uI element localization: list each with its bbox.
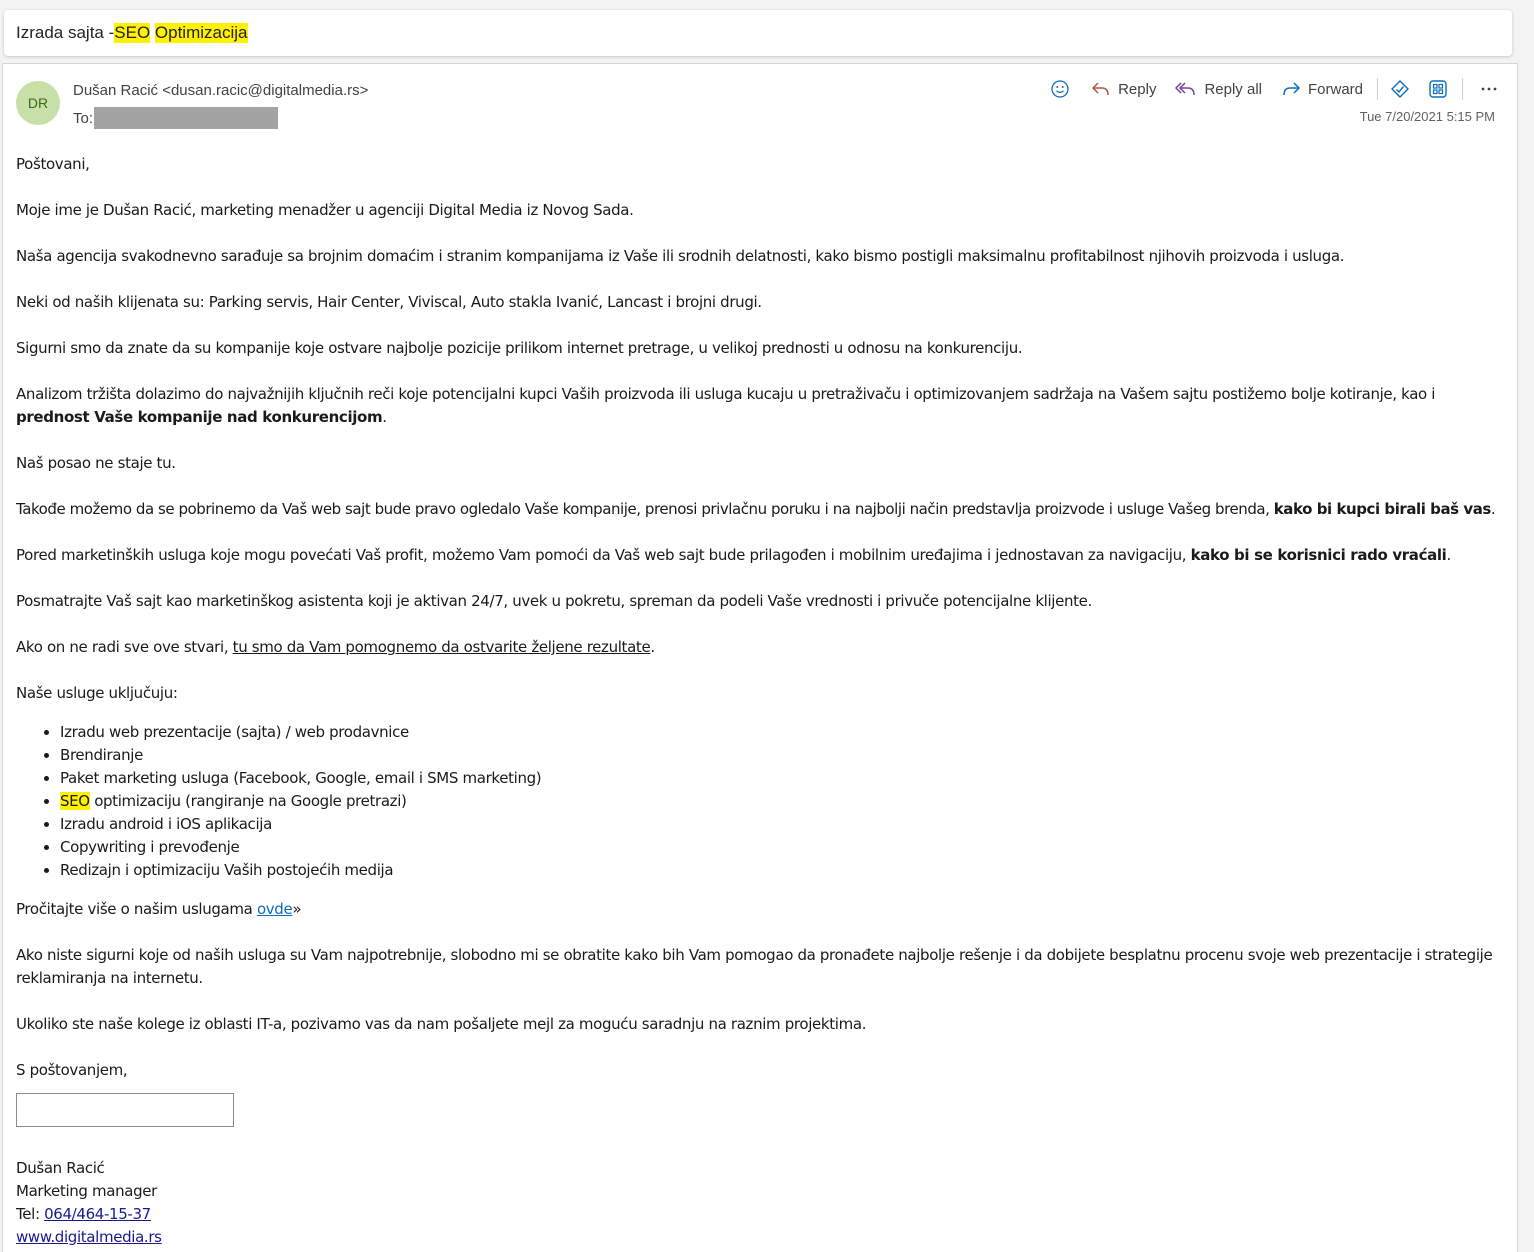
loop-icon — [1390, 79, 1410, 99]
sender[interactable]: Dušan Racić <dusan.racic@digitalmedia.rs> — [73, 82, 369, 99]
emoji-button[interactable] — [1050, 79, 1070, 99]
read-more — [16, 898, 1510, 921]
list-item — [60, 790, 1510, 813]
paragraph-text: Analizom tržišta dolazimo do najvažnijih ključnih reči koje potencijalni kupci Vaših proizvoda ili usluga kucaju u pretraživaču i optimizovanjem sadržaja na Vašem sajtu postižemo bolje kotiranje, kao i — [16, 385, 1436, 403]
sent-date: Tue 7/20/2021 5:15 PM — [1359, 109, 1495, 124]
avatar-initials: DR — [27, 95, 49, 111]
paragraph: Naše usluge uključuju: — [16, 684, 178, 702]
signature-website — [16, 1226, 1510, 1249]
action-divider — [1462, 78, 1463, 100]
list-item: • Copywriting i prevođenje — [60, 836, 1510, 859]
paragraph: Posmatrajte Vaš sajt kao marketinškog asistenta koji je aktivan 24/7, uvek u pokretu, spreman da podeli Vaše vrednosti i privuče potencijalne klijente. — [16, 592, 1092, 610]
paragraph-end: . — [382, 408, 387, 426]
subject-bar — [4, 10, 1512, 56]
bold-text: prednost Vaše kompanije nad konkurencijom — [16, 408, 383, 426]
paragraph — [16, 636, 1510, 659]
to-label: To: — [73, 109, 94, 127]
bold-text: kako bi kupci birali baš vas — [1273, 500, 1491, 518]
message-body — [16, 153, 1510, 1249]
paragraph — [16, 498, 1510, 521]
services-list — [60, 721, 1510, 882]
signature-tel — [16, 1203, 1510, 1226]
loop-button[interactable] — [1390, 79, 1410, 99]
paragraph — [16, 544, 1510, 567]
apps-icon — [1428, 79, 1448, 99]
action-divider — [1377, 78, 1378, 100]
message-actions — [1032, 76, 1499, 102]
paragraph: Neki od naših klijenata su: Parking servis, Hair Center, Viviscal, Auto stakla Ivanić, Lancast i brojni drugi. — [16, 293, 762, 311]
read-more-link[interactable]: ovde — [256, 900, 293, 918]
signature-name: Dušan Racić — [16, 1159, 105, 1177]
paragraph-text: Pored marketinških usluga koje mogu povećati Vaš profit, možemo Vam pomoći da Vaš web sajt bude prilagođen i mobilnim uređajima i jednostavan za navigaciju, — [16, 546, 1191, 564]
read-more-end: » — [292, 900, 302, 918]
forward-icon — [1280, 79, 1302, 99]
seo-highlight: SEO — [60, 792, 90, 810]
signature — [16, 1157, 1510, 1249]
paragraph: Moje ime je Dušan Racić, marketing menadžer u agenciji Digital Media iz Novog Sada. — [16, 201, 634, 219]
greeting: Poštovani, — [16, 155, 90, 173]
list-item: • Izradu web prezentacije (sajta) / web prodavnice — [60, 721, 1510, 744]
paragraph-end: . — [1446, 546, 1451, 564]
redacted-recipient — [94, 107, 278, 129]
subject-prefix: Izrada sajta - — [16, 23, 115, 42]
paragraph: Sigurni smo da znate da su kompanije koje ostvare najbolje pozicije prilikom internet pretrage, u velikoj prednosti u odnosu na konkurenciju. — [16, 339, 1023, 357]
subject-highlight-optimizacija: Optimizacija — [154, 23, 248, 42]
paragraph — [16, 383, 1510, 429]
bold-text: kako bi se korisnici rado vraćali — [1190, 546, 1447, 564]
paragraph: Naša agencija svakodnevno sarađuje sa brojnim domaćim i stranim kompanijama iz Vaše ili srodnih delatnosti, kako bismo postigli maksimalnu profitabilnost njihovih proizvoda i usluga. — [16, 247, 1345, 265]
tel-label: Tel: — [16, 1205, 45, 1223]
list-item: • Brendiranje — [60, 744, 1510, 767]
more-actions-button[interactable] — [1479, 79, 1499, 99]
list-item: • Izradu android i iOS aplikacija — [60, 813, 1510, 836]
underlined-text: tu smo da Vam pomognemo da ostvarite željene rezultate — [232, 638, 651, 656]
paragraph-end: . — [1490, 500, 1496, 518]
message-pane — [2, 63, 1518, 1252]
signature-image-placeholder — [16, 1093, 234, 1127]
list-item: • Paket marketing usluga (Facebook, Google, email i SMS marketing) — [60, 767, 1510, 790]
paragraph: Naš posao ne staje tu. — [16, 454, 176, 472]
reply-all-icon — [1174, 79, 1198, 99]
emoji-icon — [1050, 79, 1070, 99]
reply-all-button[interactable] — [1174, 79, 1262, 99]
reply-button[interactable] — [1090, 79, 1156, 99]
phone-link[interactable]: 064/464-15-37 — [44, 1205, 151, 1223]
signature-title: Marketing manager — [16, 1182, 157, 1200]
read-more-text: Pročitajte više o našim uslugama — [16, 900, 257, 918]
recipient-row — [73, 107, 278, 129]
reply-all-label: Reply all — [1204, 80, 1262, 98]
subject-highlight-seo: SEO — [114, 23, 151, 42]
forward-label: Forward — [1307, 80, 1363, 98]
more-icon — [1479, 79, 1499, 99]
website-link[interactable]: www.digitalmedia.rs — [16, 1228, 162, 1246]
paragraph-end: . — [650, 638, 655, 656]
avatar[interactable] — [16, 81, 60, 125]
paragraph: Ukoliko ste naše kolege iz oblasti IT-a, pozivamo vas da nam pošaljete mejl za moguću saradnju na raznim projektima. — [16, 1015, 867, 1033]
reply-label: Reply — [1118, 80, 1157, 98]
paragraph: Ako niste sigurni koje od naših usluga su Vam najpotrebnije, slobodno mi se obratite kako bih Vam pomogao da pronađete najbolje rešenje i da dobijete besplatnu procenu svoje web prezentacije i strategije reklamiranja na internetu. — [16, 946, 1493, 987]
list-item: • Redizajn i optimizaciju Vaših postojećih medija — [60, 859, 1510, 882]
reply-icon — [1090, 79, 1112, 99]
paragraph-text: Takođe možemo da se pobrinemo da Vaš web sajt bude pravo ogledalo Vaše kompanije, prenosi privlačnu poruku i na najbolji način predstavlja proizvode i usluge Vašeg brenda, — [16, 500, 1274, 518]
closing: S poštovanjem, — [16, 1061, 128, 1079]
forward-button[interactable] — [1280, 79, 1363, 99]
list-item-text: optimizaciju (rangiranje na Google pretrazi) — [94, 792, 407, 810]
apps-button[interactable] — [1428, 79, 1448, 99]
paragraph-text: Ako on ne radi sve ove stvari, — [16, 638, 233, 656]
